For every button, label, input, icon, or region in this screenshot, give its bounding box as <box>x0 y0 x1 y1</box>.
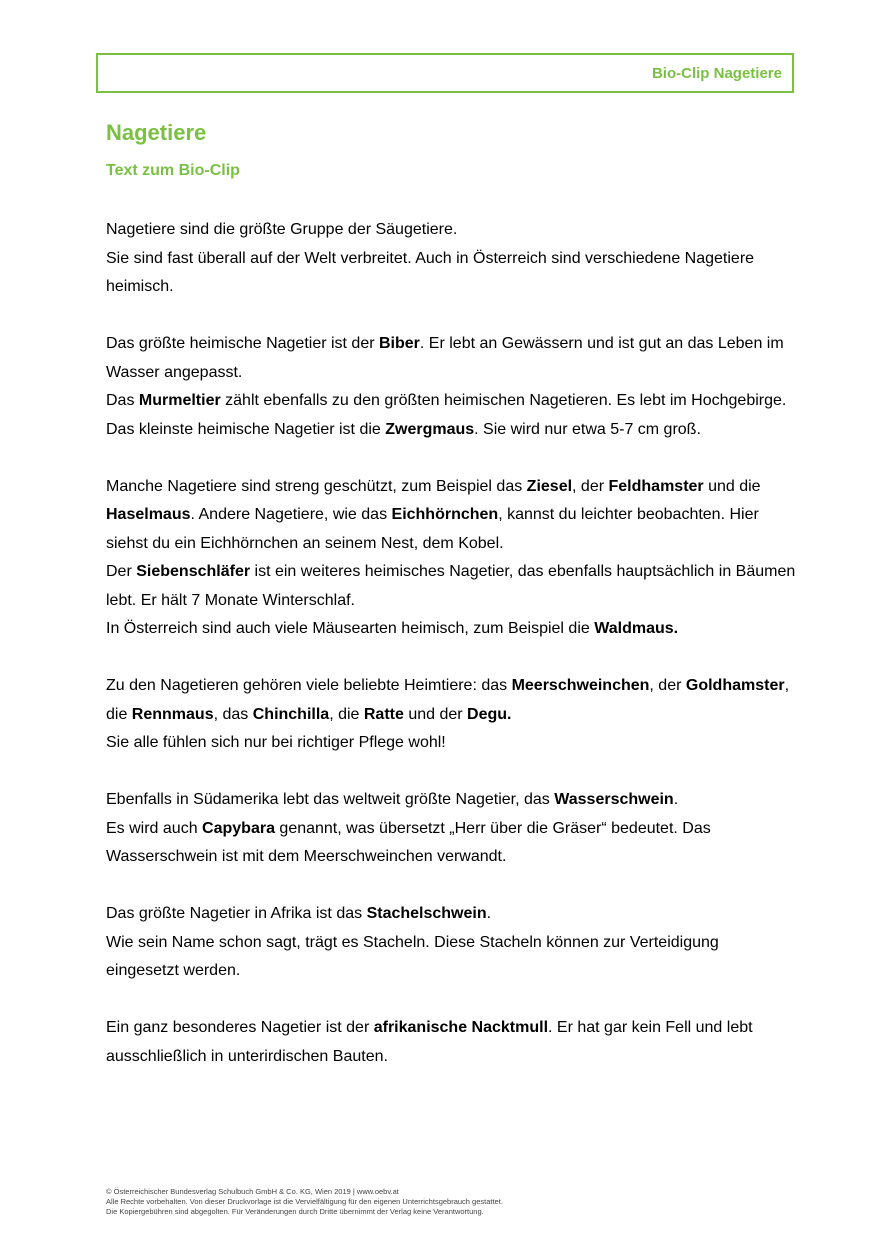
footer-rights: Alle Rechte vorbehalten. Von dieser Druckvorlage ist die Vervielfältigung für den eigenen Unterrichtsgebrauch gestattet. <box>106 1197 503 1206</box>
paragraph <box>106 1014 796 1071</box>
text-segment: . Er lebt an Gewässern und ist gut an das Leben im Wasser angepasst. <box>106 335 784 381</box>
text-segment: Nagetiere sind die größte Gruppe der Säugetiere. <box>106 221 458 238</box>
text-segment: , der <box>649 677 686 694</box>
paragraph <box>106 672 796 758</box>
text-segment: Das größte Nagetier in Afrika ist das <box>106 905 367 922</box>
text-line <box>106 416 796 445</box>
text-segment: Wie sein Name schon sagt, trägt es Stacheln. Diese Stacheln können zur Verteidigung eingesetzt werden. <box>106 933 719 979</box>
text-segment: , das <box>213 705 253 723</box>
text-segment: Das <box>106 392 139 409</box>
text-segment: Ebenfalls in Südamerika lebt das weltweit größte Nagetier, das <box>106 791 555 808</box>
text-segment: Das größte heimische Nagetier ist der <box>106 335 379 352</box>
bold-term: Meerschweinchen <box>511 677 650 694</box>
text-segment: Der <box>106 563 137 580</box>
text-segment: zählt ebenfalls zu den größten heimischen Nagetieren. Es lebt im Hochgebirge. <box>220 392 787 409</box>
bold-term: afrikanische Nacktmull <box>373 1019 549 1036</box>
text-line <box>106 330 796 387</box>
bold-term: Feldhamster <box>608 477 704 495</box>
footer-disclaimer: Die Kopiergebühren sind abgegolten. Für Veränderungen durch Dritte übernimmt der Verlag keine Verantwortung. <box>106 1207 484 1216</box>
text-line <box>106 786 796 815</box>
text-segment: , die <box>329 705 364 723</box>
text-segment: Das kleinste heimische Nagetier ist die <box>106 420 386 438</box>
text-line <box>106 473 796 559</box>
header-box <box>96 53 794 93</box>
bold-term: Wasserschwein <box>554 791 674 808</box>
bold-term: Goldhamster <box>685 677 785 694</box>
bold-term: Degu. <box>467 705 512 723</box>
text-segment: Sie sind fast überall auf der Welt verbreitet. Auch in Österreich sind verschiedene Nagetiere heimisch. <box>106 249 755 295</box>
page-subtitle: Text zum Bio-Clip <box>106 162 240 179</box>
bold-term: Ziesel <box>526 477 573 495</box>
bold-term: Haselmaus <box>106 506 191 523</box>
text-segment: Ein ganz besonderes Nagetier ist der <box>106 1019 374 1036</box>
text-line <box>106 929 796 986</box>
bold-term: Eichhörnchen <box>391 506 499 523</box>
bold-term: Ratte <box>363 705 404 723</box>
text-line <box>106 900 796 929</box>
text-segment: und die <box>703 477 761 495</box>
paragraph <box>106 330 796 444</box>
bold-term: Capybara <box>202 819 275 837</box>
text-segment: . <box>486 905 492 922</box>
text-segment: Sie alle fühlen sich nur bei richtiger Pflege wohl! <box>106 734 446 751</box>
header-title: Bio-Clip Nagetiere <box>651 65 782 82</box>
text-line <box>106 1014 796 1071</box>
bold-term: Biber <box>379 335 420 352</box>
text-line <box>106 387 796 416</box>
bold-term: Murmeltier <box>138 392 221 409</box>
text-line <box>106 558 796 615</box>
text-segment: genannt, was übersetzt „Herr über die Gräser“ bedeutet. Das Wasserschwein ist mit dem Meerschweinchen verwandt. <box>106 819 711 865</box>
text-segment: Zu den Nagetieren gehören viele beliebte Heimtiere: das <box>106 677 512 694</box>
text-line <box>106 729 796 758</box>
text-line <box>106 815 796 872</box>
page-title: Nagetiere <box>106 120 207 145</box>
footer-copyright: © Österreichischer Bundesverlag Schulbuch GmbH & Co. KG, Wien 2019 | www.oebv.at <box>106 1187 399 1196</box>
text-segment: , kannst du leichter beobachten. Hier siehst du ein Eichhörnchen an seinem Nest, dem Kobel. <box>106 506 759 552</box>
paragraph <box>106 900 796 986</box>
text-segment: und der <box>403 705 468 723</box>
bold-term: Rennmaus <box>131 705 214 723</box>
bold-term: Zwergmaus <box>385 420 475 438</box>
text-segment: . <box>673 791 679 808</box>
text-segment: , die <box>106 677 790 723</box>
paragraph <box>106 786 796 872</box>
text-segment: Es wird auch <box>106 819 203 837</box>
text-segment: . Sie wird nur etwa 5-7 cm groß. <box>474 420 701 438</box>
footer <box>106 1187 503 1217</box>
paragraph <box>106 216 796 302</box>
text-line <box>106 216 796 245</box>
text-segment: . Er hat gar kein Fell und lebt ausschließlich in unterirdischen Bauten. <box>106 1019 753 1065</box>
text-line <box>106 672 796 729</box>
body-text <box>106 216 796 1071</box>
text-segment: . Andere Nagetiere, wie das <box>190 506 392 523</box>
text-segment: Manche Nagetiere sind streng geschützt, zum Beispiel das <box>106 477 527 495</box>
bold-term: Siebenschläfer <box>136 563 251 580</box>
paragraph <box>106 473 796 644</box>
text-segment: ist ein weiteres heimisches Nagetier, das ebenfalls hauptsächlich in Bäumen lebt. Er hält 7 Monate Winterschlaf. <box>106 563 796 609</box>
text-segment: In Österreich sind auch viele Mäusearten heimisch, zum Beispiel die <box>106 620 595 637</box>
bold-term: Stachelschwein <box>366 905 487 922</box>
bold-term: Chinchilla <box>252 705 330 723</box>
text-line <box>106 245 796 302</box>
bold-term: Waldmaus. <box>594 620 679 637</box>
text-segment: , der <box>572 477 609 495</box>
text-line <box>106 615 796 644</box>
